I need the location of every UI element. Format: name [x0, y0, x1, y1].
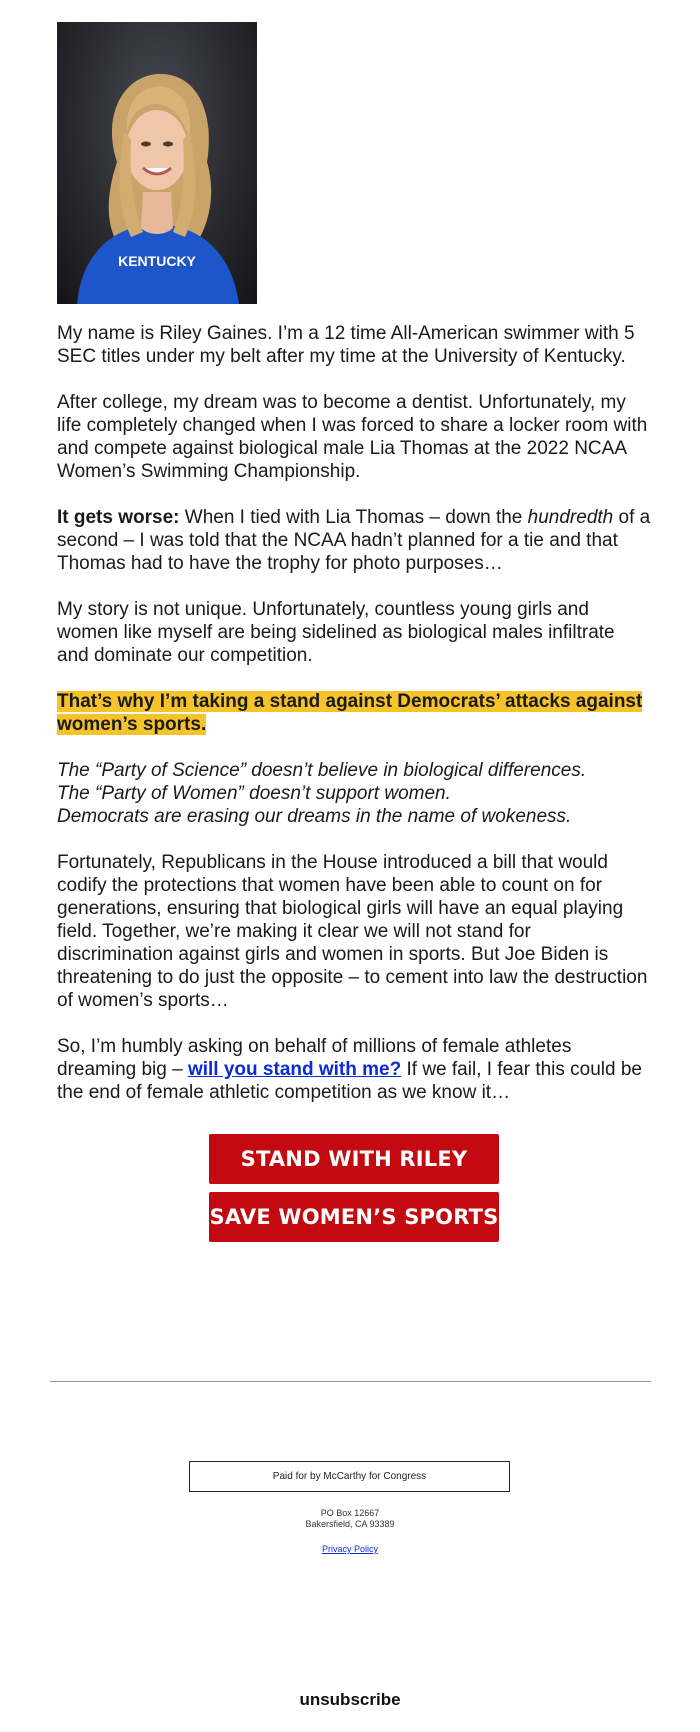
- address-line-1: PO Box 12667: [320, 1508, 380, 1518]
- paragraph-intro: My name is Riley Gaines. I’m a 12 time All-American swimmer with 5 SEC titles under my belt after my time at the University of Kentucky.: [57, 323, 635, 367]
- mailing-address: [200, 1508, 500, 1530]
- tie-text-b: of a second – I was told that the NCAA hadn’t planned for a tie and that Thomas had to have the trophy for photo purposes…: [57, 507, 651, 574]
- stand-with-riley-button[interactable]: STAND WITH RILEY: [209, 1134, 499, 1184]
- bold-lead: It gets worse:: [57, 507, 180, 528]
- italic-word: hundredth: [527, 507, 614, 528]
- save-womens-sports-button[interactable]: SAVE WOMEN’S SPORTS: [209, 1192, 499, 1242]
- email-body: [57, 22, 651, 1242]
- stand-with-me-link[interactable]: will you stand with me?: [187, 1059, 402, 1080]
- privacy-policy: [200, 1544, 500, 1554]
- paragraph-college: After college, my dream was to become a dentist. Unfortunately, my life completely changed when I was forced to share a locker room with and compete against biological male Lia Thomas at the 2022 NCAA Women’s Swimming Championship.: [57, 392, 648, 482]
- portrait-photo: [57, 22, 257, 304]
- paid-for-disclaimer: Paid for by McCarthy for Congress: [189, 1461, 510, 1492]
- portrait-illustration: [57, 22, 257, 304]
- highlight-text: That’s why I’m taking a stand against Democrats’ attacks against women’s sports.: [57, 691, 643, 735]
- italic-block: [57, 759, 651, 828]
- unsubscribe-link[interactable]: unsubscribe: [299, 1690, 401, 1709]
- shirt-text: KENTUCKY: [118, 253, 196, 269]
- paragraph-story: My story is not unique. Unfortunately, countless young girls and women like myself are being sidelined as biological males infiltrate and dominate our competition.: [57, 599, 615, 666]
- paragraph-ask: [57, 1035, 651, 1104]
- ask-text-a: So, I’m humbly asking on behalf of millions of female athletes dreaming big –: [57, 1036, 572, 1080]
- italic-line-1: The “Party of Science” doesn’t believe in biological differences.: [57, 760, 587, 781]
- paragraph-tie: [57, 506, 651, 575]
- tie-text-a: When I tied with Lia Thomas – down the: [179, 507, 528, 528]
- ask-text-b: If we fail, I fear this could be the end of female athletic competition as we know it…: [57, 1059, 643, 1103]
- highlight-paragraph: [57, 690, 651, 736]
- italic-line-2: The “Party of Women” doesn’t support women.: [57, 783, 451, 804]
- footer-divider: [50, 1381, 651, 1382]
- privacy-policy-link[interactable]: Privacy Policy: [321, 1544, 378, 1554]
- paragraph-bill: Fortunately, Republicans in the House introduced a bill that would codify the protections that women have been able to count on for generations, ensuring that biological girls will have an equal playing field. Together, we’re making it clear we will not stand for discrimination against girls and women in sports. But Joe Biden is threatening to do just the opposite – to cement into law the destruction of women’s sports…: [57, 852, 648, 1011]
- address-line-2: Bakersfield, CA 93389: [305, 1519, 395, 1529]
- italic-line-3: Democrats are erasing our dreams in the name of wokeness.: [57, 806, 572, 827]
